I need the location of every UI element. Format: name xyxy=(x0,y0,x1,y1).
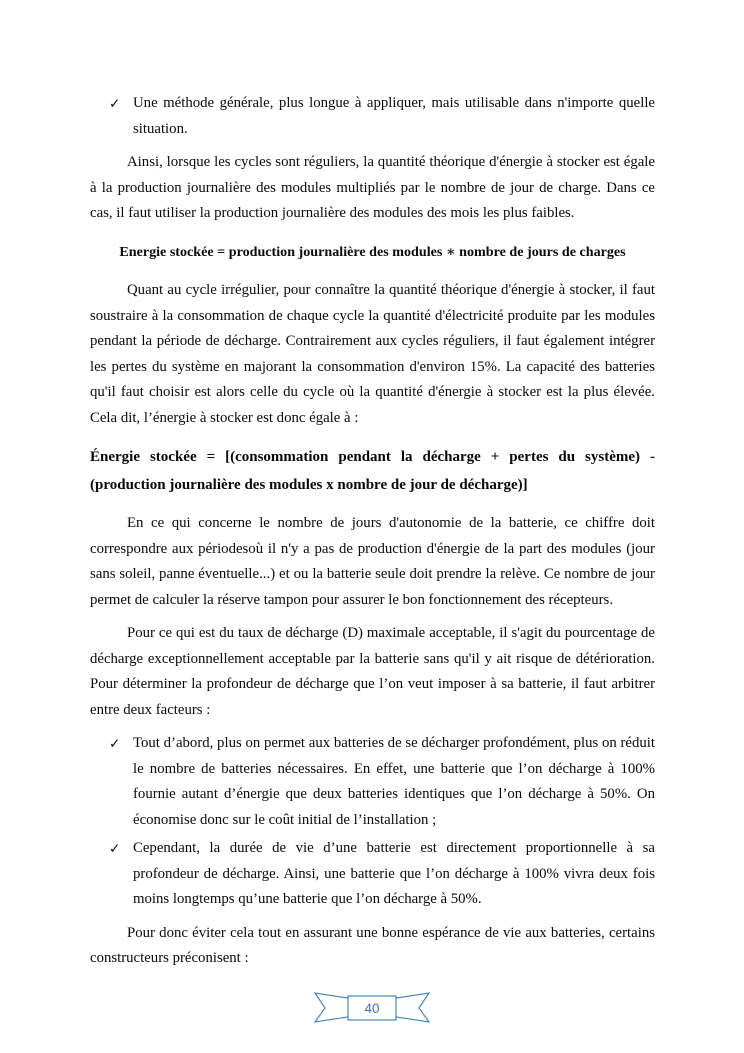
ribbon-graphic xyxy=(308,990,436,1026)
check-icon: ✓ xyxy=(109,841,121,856)
bullet-text: Tout d’abord, plus on permet aux batteries de se décharger profondément, plus on réduit le nombre de batteries nécessaires. En effet, une batterie que l’on décharge à 100% fournie autant d’énergie que deux batteries identiques que l’on décharge à 50%. On économise donc sur le coût initial de l’installation ; xyxy=(133,735,655,828)
list-item xyxy=(90,836,655,913)
page-number-ribbon xyxy=(308,990,436,1036)
paragraph-discharge-rate: Pour ce qui est du taux de décharge (D) maximale acceptable, il s'agit du pourcentage de décharge exceptionnellement acceptable par la batterie sans qu'il y ait risque de détérioration. Pour déterminer la profondeur de décharge que l’on veut imposer à sa batterie, il faut arbitrer entre deux facteurs : xyxy=(90,625,655,718)
bullet-list-method xyxy=(90,91,655,142)
list-item xyxy=(90,731,655,833)
bullet-text: Cependant, la durée de vie d’une batterie est directement proportionnelle à sa profondeur de décharge. Ainsi, une batterie que l’on décharge à 100% vivra deux fois moins longtemps qu’une batterie que l’on décharge à 50%. xyxy=(133,840,655,907)
page-number: 40 xyxy=(364,1000,380,1016)
paragraph-autonomy-days: En ce qui concerne le nombre de jours d'autonomie de la batterie, ce chiffre doit correspondre aux périodesoù il n'y a pas de production d'énergie de la part des modules (jour sans soleil, panne éventuelle...) et ou la batterie seule doit prendre la relève. Ce nombre de jour permet de calculer la réserve tampon pour assurer le bon fonctionnement des récepteurs. xyxy=(90,515,655,608)
bullet-text: Une méthode générale, plus longue à appliquer, mais utilisable dans n'importe quelle situation. xyxy=(133,95,655,137)
formula-energy-stored-irregular: Énergie stockée = [(consommation pendant la décharge + pertes du système) - (production journalière des modules x nombre de jour de décharge)] xyxy=(90,449,655,493)
paragraph-regular-cycles: Ainsi, lorsque les cycles sont réguliers, la quantité théorique d'énergie à stocker est égale à la production journalière des modules multipliés par le nombre de jour de charge. Dans ce cas, il faut utiliser la production journalière des modules des mois les plus faibles. xyxy=(90,154,655,221)
list-item xyxy=(90,91,655,142)
paragraph-conclusion: Pour donc éviter cela tout en assurant une bonne espérance de vie aux batteries, certains constructeurs préconisent : xyxy=(90,924,655,966)
check-icon: ✓ xyxy=(109,96,121,111)
bullet-list-factors xyxy=(90,731,655,913)
paragraph-irregular-cycle: Quant au cycle irrégulier, pour connaître la quantité théorique d'énergie à stocker, il faut soustraire à la consommation de chaque cycle la quantité d'électricité produite par les modules pendant la période de décharge. Contrairement aux cycles réguliers, il faut également intégrer les pertes du système en majorant la consommation d'environ 15%. La capacité des batteries qu'il faut choisir est alors celle du cycle où la quantité d'énergie à stocker est la plus élevée. Cela dit, l’énergie à stocker est donc égale à : xyxy=(90,282,655,426)
check-icon: ✓ xyxy=(109,736,121,751)
formula-energy-stored-regular: Energie stockée = production journalière des modules ∗ nombre de jours de charges xyxy=(119,243,626,260)
